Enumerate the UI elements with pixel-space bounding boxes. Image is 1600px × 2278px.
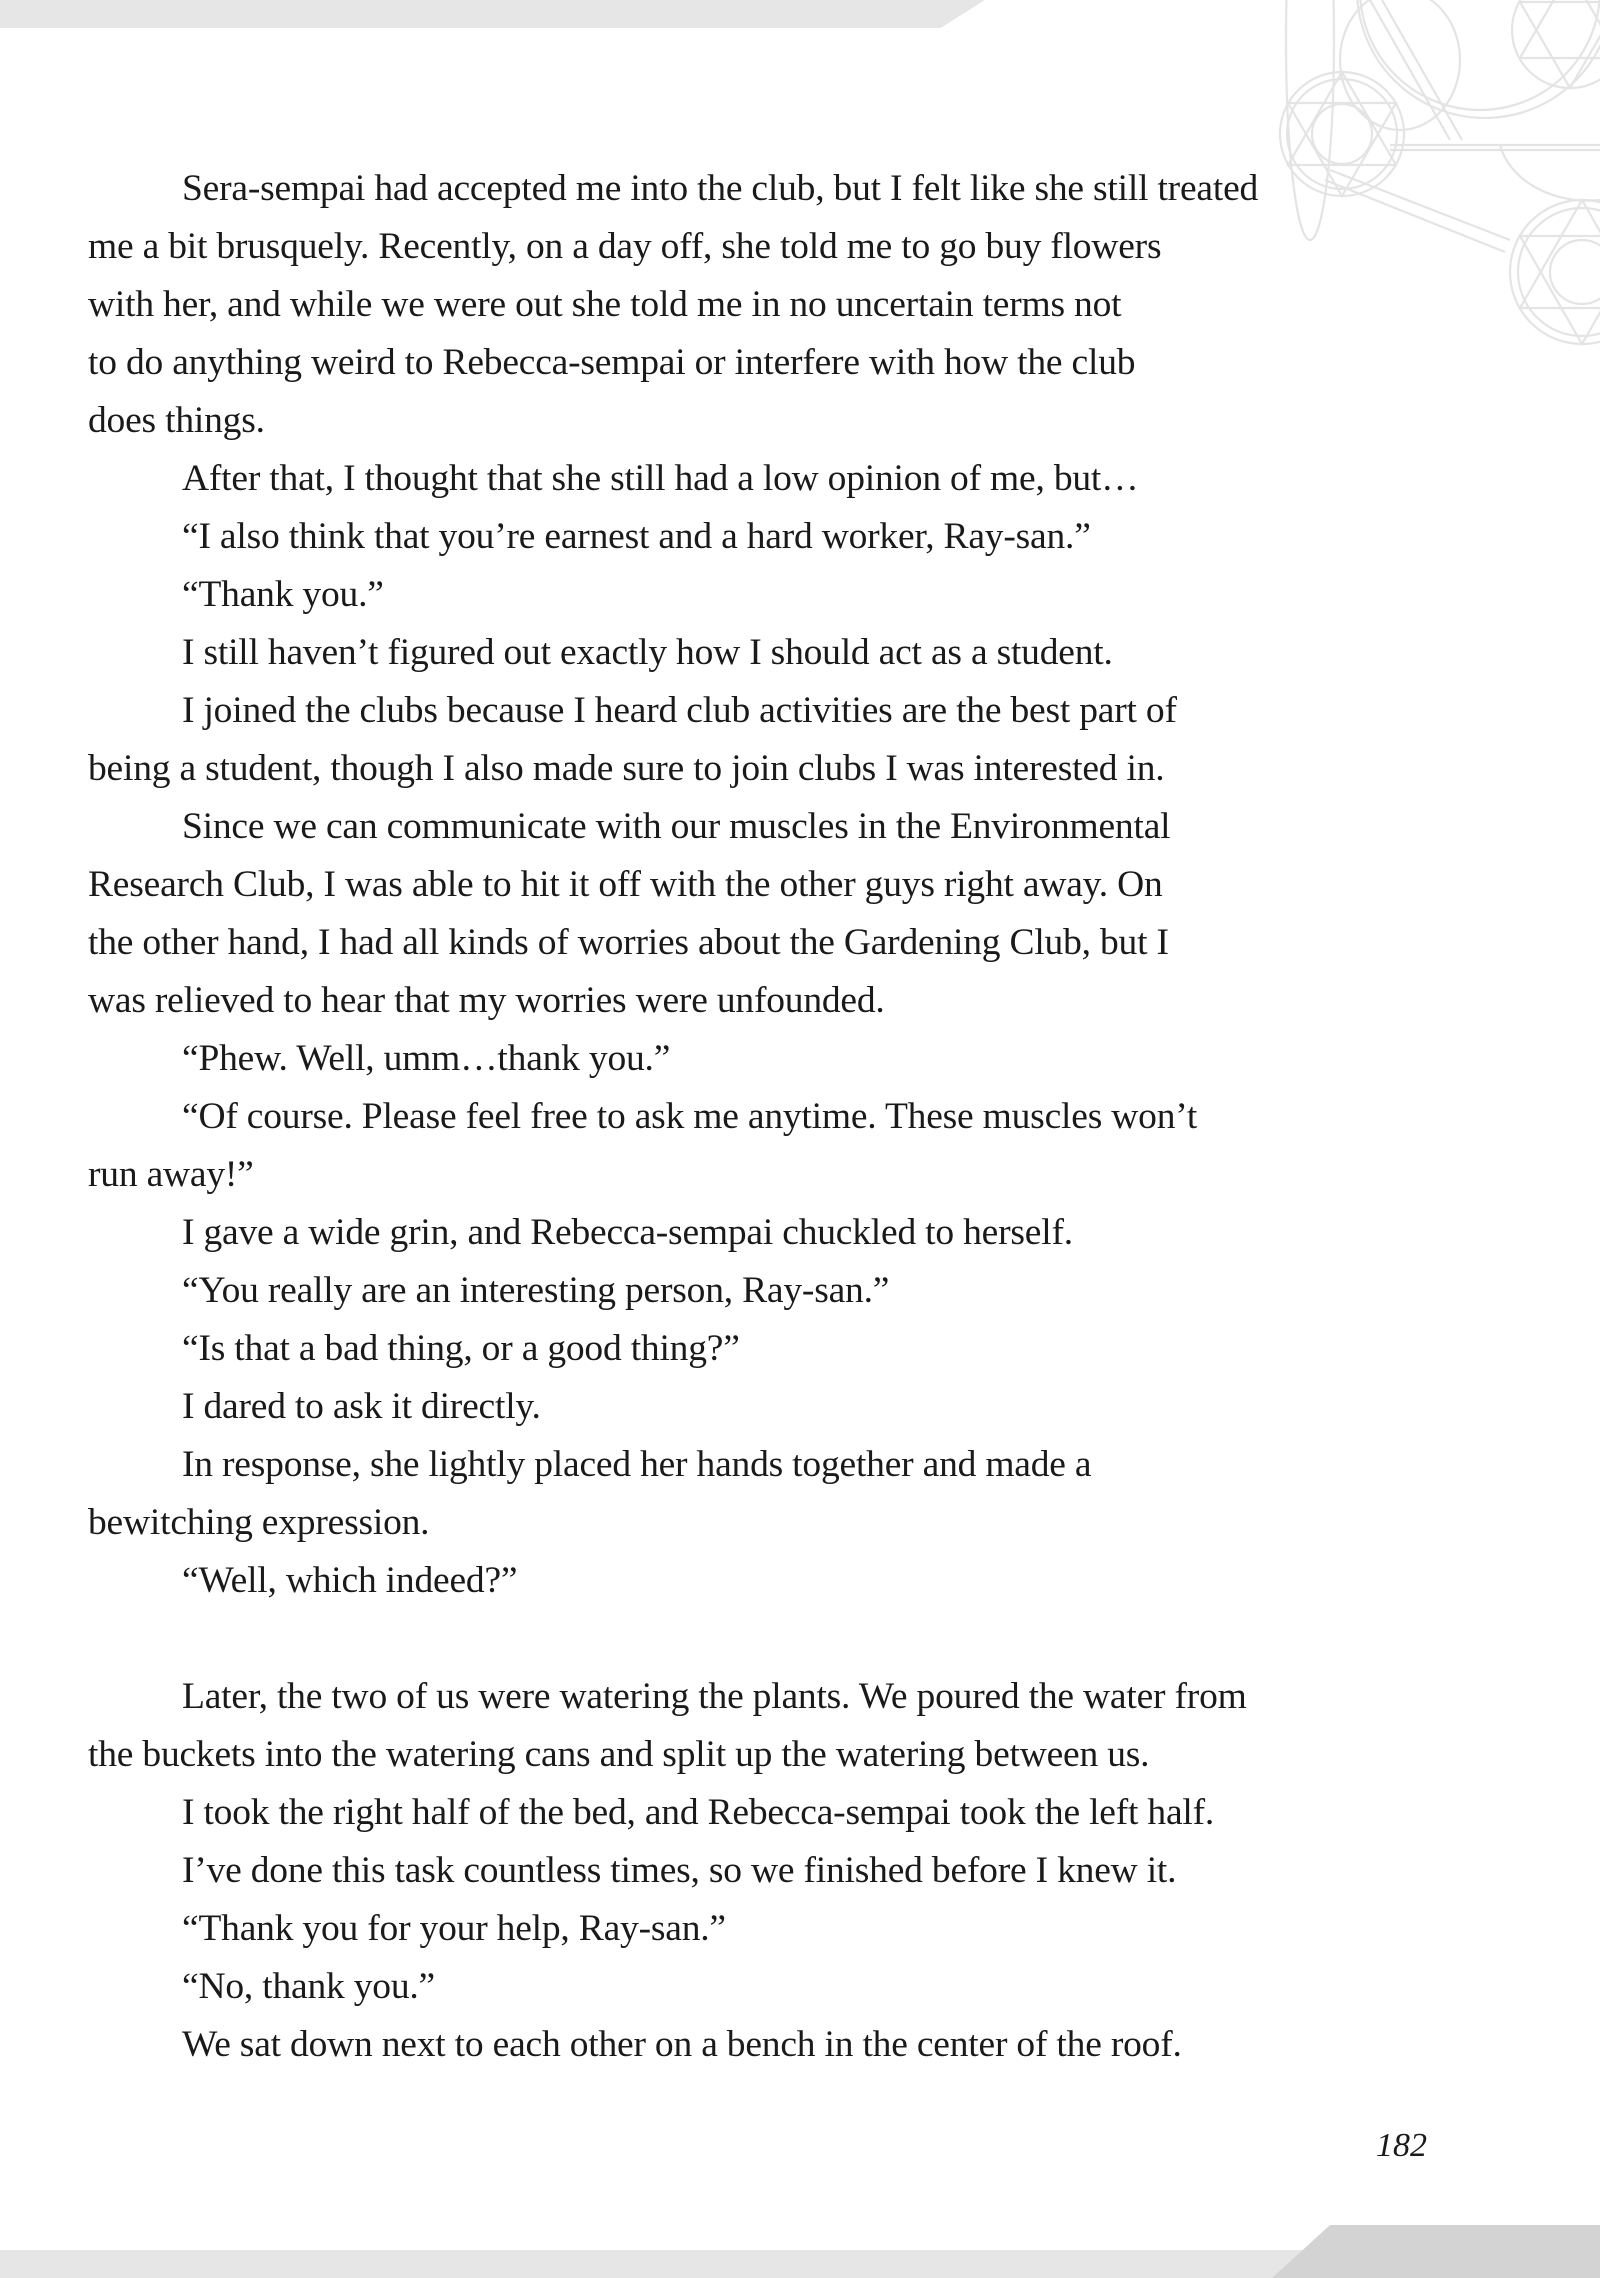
text-line: I still haven’t figured out exactly how I should act as a student.: [182, 632, 1113, 673]
paragraph: [88, 1668, 1435, 1784]
text-section-2: [88, 1668, 1435, 2074]
text-line: the other hand, I had all kinds of worries about the Gardening Club, but I: [88, 922, 1169, 963]
text-line: bewitching expression.: [88, 1502, 430, 1543]
header-band: [0, 0, 985, 28]
page-body-text: [88, 160, 1435, 2074]
text-line: does things.: [88, 400, 265, 441]
text-line: After that, I thought that she still had a low opinion of me, but…: [182, 458, 1139, 499]
text-line: In response, she lightly placed her hands together and made a: [182, 1444, 1092, 1485]
text-line: “Thank you.”: [182, 574, 384, 615]
text-line: run away!”: [88, 1154, 254, 1195]
text-line: “I also think that you’re earnest and a hard worker, Ray-san.”: [182, 516, 1091, 557]
text-section-1: [88, 160, 1435, 1610]
paragraph: [88, 798, 1435, 1030]
text-line: I took the right half of the bed, and Rebecca-sempai took the left half.: [182, 1792, 1215, 1833]
paragraph: [88, 1436, 1435, 1552]
paragraph: [135, 624, 1435, 682]
text-line: Sera-sempai had accepted me into the club, but I felt like she still treated: [182, 168, 1259, 209]
footer-band-accent: [1272, 2225, 1600, 2278]
paragraph: [135, 1900, 1435, 1958]
text-line: “Phew. Well, umm…thank you.”: [182, 1038, 671, 1079]
scene-break: [135, 1610, 1435, 1668]
text-line: “No, thank you.”: [182, 1966, 435, 2007]
text-line: I joined the clubs because I heard club activities are the best part of: [182, 690, 1177, 731]
paragraph: [135, 1204, 1435, 1262]
text-line: I gave a wide grin, and Rebecca-sempai chuckled to herself.: [182, 1212, 1073, 1253]
paragraph: [135, 1958, 1435, 2016]
text-line: with her, and while we were out she told me in no uncertain terms not: [88, 284, 1122, 325]
page-number: 182: [1376, 2127, 1427, 2164]
text-line: We sat down next to each other on a bench in the center of the roof.: [182, 2024, 1182, 2065]
text-line: “Thank you for your help, Ray-san.”: [182, 1908, 726, 1949]
text-line: “Well, which indeed?”: [182, 1560, 518, 1601]
text-line: was relieved to hear that my worries were unfounded.: [88, 980, 885, 1021]
text-line: “Is that a bad thing, or a good thing?”: [182, 1328, 740, 1369]
text-line: “You really are an interesting person, Ray-san.”: [182, 1270, 890, 1311]
paragraph: [135, 1030, 1435, 1088]
text-line: I’ve done this task countless times, so we finished before I knew it.: [182, 1850, 1177, 1891]
paragraph: [135, 1378, 1435, 1436]
paragraph: [135, 1552, 1435, 1610]
paragraph: [135, 450, 1435, 508]
paragraph: [135, 2016, 1435, 2074]
text-line: me a bit brusquely. Recently, on a day off, she told me to go buy flowers: [88, 226, 1162, 267]
paragraph: [88, 682, 1435, 798]
paragraph: [135, 566, 1435, 624]
paragraph: [135, 508, 1435, 566]
text-line: being a student, though I also made sure to join clubs I was interested in.: [88, 748, 1165, 789]
text-line: the buckets into the watering cans and split up the watering between us.: [88, 1734, 1150, 1775]
text-line: to do anything weird to Rebecca-sempai or interfere with how the club: [88, 342, 1136, 383]
text-line: Research Club, I was able to hit it off with the other guys right away. On: [88, 864, 1163, 905]
text-line: “Of course. Please feel free to ask me anytime. These muscles won’t: [182, 1096, 1198, 1137]
text-line: I dared to ask it directly.: [182, 1386, 541, 1427]
paragraph: [135, 1320, 1435, 1378]
text-line: Since we can communicate with our muscles in the Environmental: [182, 806, 1171, 847]
paragraph: [88, 1088, 1435, 1204]
paragraph: [135, 1784, 1435, 1842]
paragraph: [135, 1262, 1435, 1320]
paragraph: [88, 160, 1435, 450]
paragraph: [135, 1842, 1435, 1900]
text-line: Later, the two of us were watering the plants. We poured the water from: [182, 1676, 1247, 1717]
